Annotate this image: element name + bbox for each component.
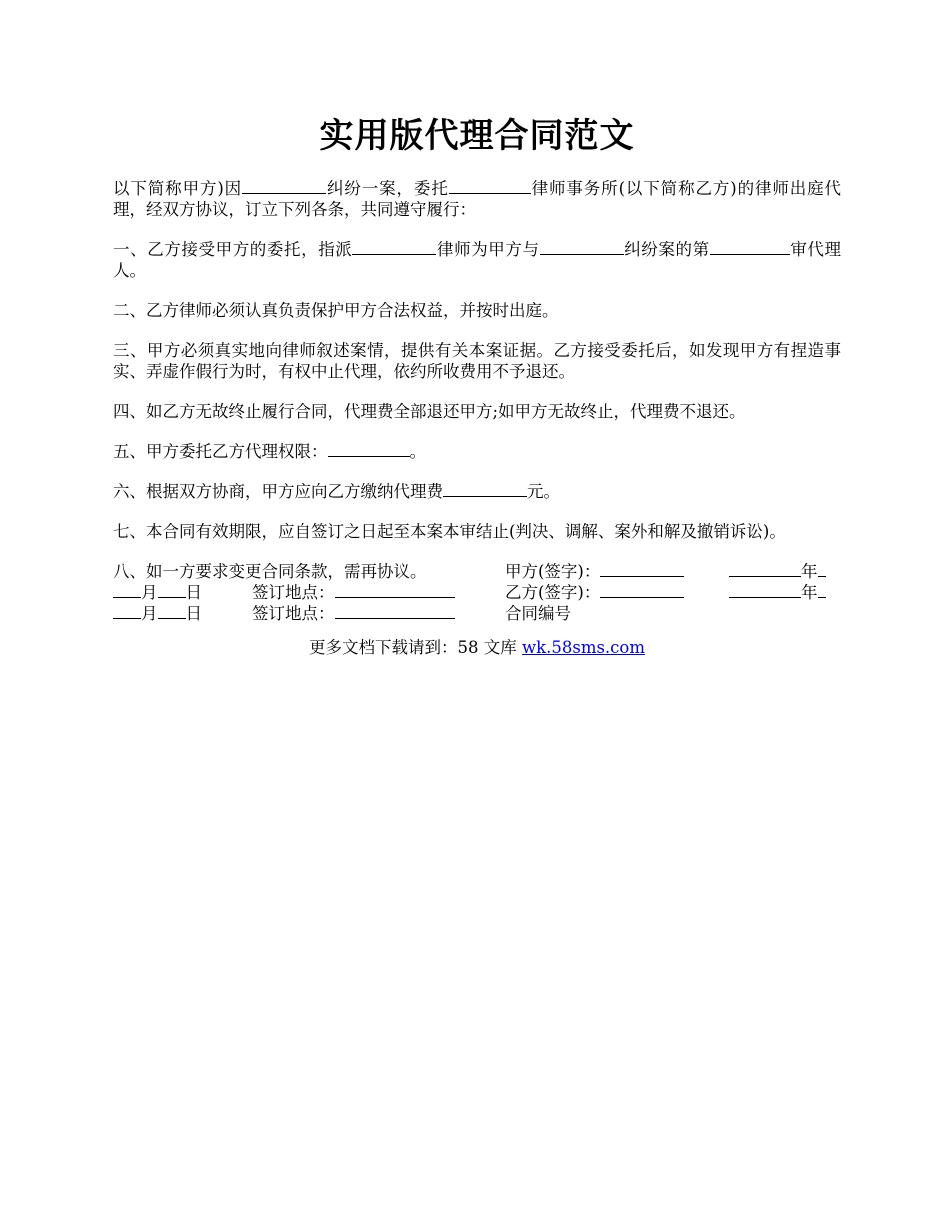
party-b-signature (505, 582, 684, 603)
signature-block (113, 561, 841, 624)
signature-row-1 (113, 561, 841, 582)
day-blank (158, 582, 186, 598)
year-tail-blank-b (818, 582, 826, 598)
signing-place-b (252, 603, 455, 624)
clause-3: 三、甲方必须真实地向律师叙述案情，提供有关本案证据。乙方接受委托后，如发现甲方有捏造事实、弄虚作假行为时，有权中止代理，依约所收费用不予退还。 (113, 341, 841, 381)
intro-text-3: 律师事务所(以下简称乙方)的律师出庭代理，经双方协议，订立下列各条，共同遵守履行： (113, 179, 842, 219)
place-blank-b (335, 603, 455, 619)
clause-1-text-2: 律师为甲方与 (436, 240, 540, 259)
clause-5-text-1: 五、甲方委托乙方代理权限： (113, 442, 328, 461)
day-blank-b (158, 603, 186, 619)
document-title: 实用版代理合同范文 (319, 116, 635, 156)
month-blank-b (113, 603, 141, 619)
party-a-signature-blank (600, 561, 684, 577)
footer-note (113, 637, 841, 658)
party-a-date-year (729, 561, 826, 582)
party-a-signature (505, 561, 684, 582)
year-label-b: 年 (801, 583, 818, 602)
party-b-signature-blank (600, 582, 684, 598)
year-blank (729, 561, 801, 577)
footer-text: 更多文档下载请到：58 文库 (308, 638, 522, 657)
place-label: 签订地点： (252, 583, 335, 602)
signature-row-2 (113, 582, 841, 603)
clause-6 (113, 481, 841, 502)
law-firm-blank (449, 178, 531, 194)
clause-5 (113, 441, 841, 462)
opponent-blank (540, 239, 624, 255)
intro-paragraph (113, 178, 841, 220)
contract-number: 合同编号 (505, 604, 571, 623)
signing-place-a (252, 582, 455, 603)
clause-1-text-1: 一、乙方接受甲方的委托，指派 (113, 240, 353, 259)
party-b-date-year (729, 582, 826, 603)
party-b-label: 乙方(签字)： (505, 583, 601, 602)
year-label: 年 (801, 562, 818, 581)
fee-blank (443, 481, 527, 497)
month-label: 月 (141, 583, 158, 602)
clause-2: 二、乙方律师必须认真负责保护甲方合法权益，并按时出庭。 (113, 301, 559, 320)
month-blank (113, 582, 141, 598)
intro-text-1: 以下简称甲方)因 (113, 179, 243, 198)
month-label-b: 月 (141, 604, 158, 623)
day-label: 日 (185, 583, 202, 602)
dispute-blank (242, 178, 326, 194)
clause-6-text-1: 六、根据双方协商，甲方应向乙方缴纳代理费 (113, 482, 443, 501)
authority-blank (328, 441, 410, 457)
year-blank-b (729, 582, 801, 598)
footer-link[interactable]: wk.58sms.com (521, 638, 645, 657)
party-a-label: 甲方(签字)： (505, 562, 601, 581)
place-blank (335, 582, 455, 598)
intro-text-2: 纠纷一案，委托 (326, 179, 449, 198)
clause-1-text-3: 纠纷案的第 (623, 240, 710, 259)
signature-row-3 (113, 603, 841, 624)
place-label-b: 签订地点： (252, 604, 335, 623)
party-b-date-month-day (113, 603, 202, 624)
lawyer-name-blank (352, 239, 436, 255)
clause-6-text-2: 元。 (527, 482, 560, 501)
clause-1-text-4: 审代理人。 (113, 240, 842, 280)
party-a-date-month-day (113, 582, 202, 603)
day-label-b: 日 (185, 604, 202, 623)
document-body (113, 178, 841, 658)
clause-1 (113, 239, 841, 281)
clause-8-text: 八、如一方要求变更合同条款，需再协议。 (113, 562, 427, 581)
clause-4: 四、如乙方无故终止履行合同，代理费全部退还甲方;如甲方无故终止，代理费不退还。 (113, 402, 746, 421)
year-tail-blank (818, 561, 826, 577)
clause-7: 七、本合同有效期限，应自签订之日起至本案本审结止(判决、调解、案外和解及撤销诉讼)。 (113, 522, 786, 541)
trial-level-blank (710, 239, 790, 255)
clause-5-text-2: 。 (409, 442, 426, 461)
